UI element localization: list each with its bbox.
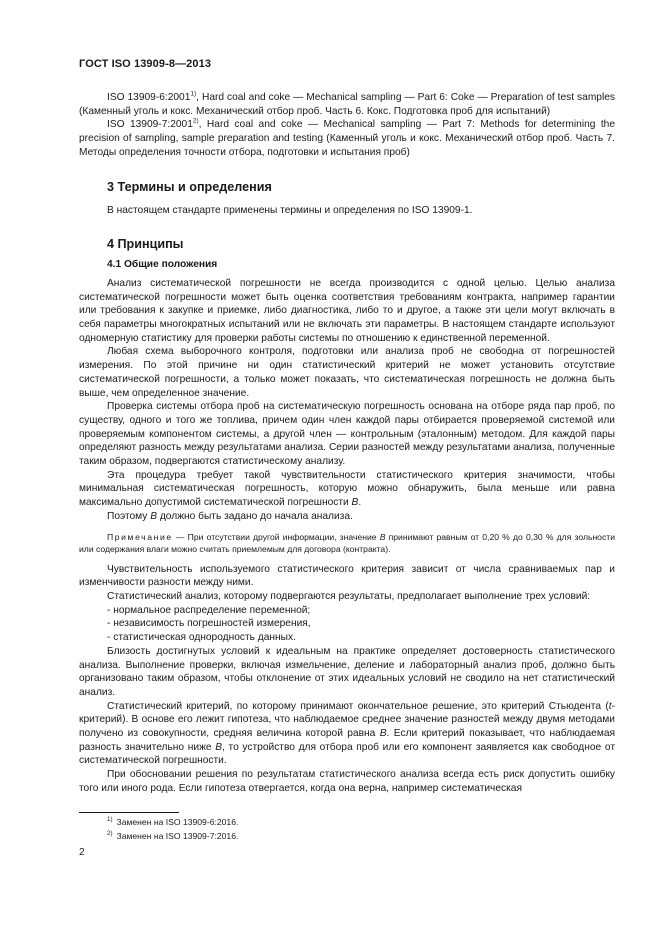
paragraph-purpose: Анализ систематической погрешности не всегда производится с одной целью. Целью анализа систематической погрешности может быть оценка соответствия требованиям контракта, например гарантии или требования к закупке и приемке, либо диагностика, либо то и другое, а также эти цели могут включать в себя параметры многократных испытаний или не включать эти параметры. В настоящем стандарте используют одномерную статистику для проверки работы системы по отношению к единственной переменной. bbox=[79, 277, 615, 344]
footnote-divider bbox=[79, 812, 179, 813]
variable-b: B bbox=[351, 497, 359, 509]
variable-b: B bbox=[150, 510, 158, 522]
variable-b: B bbox=[379, 728, 387, 740]
standard-code-header: ГОСТ ISO 13909-8—2013 bbox=[79, 58, 212, 70]
page-number: 2 bbox=[79, 847, 85, 858]
footnote-text: Заменен на ISO 13909-7:2016. bbox=[116, 831, 239, 841]
footnote-2 bbox=[107, 829, 238, 843]
footnote-ref-1[interactable]: 1) bbox=[190, 90, 197, 98]
paragraph-conditions-intro: Статистический анализ, которому подвергаются результаты, предполагает выполнение трех условий: bbox=[107, 590, 591, 602]
variable-b: B bbox=[379, 531, 386, 542]
footnote-1 bbox=[107, 815, 238, 829]
conditions-list bbox=[79, 604, 615, 645]
variable-b: B bbox=[215, 741, 223, 753]
list-item: - статистическая однородность данных. bbox=[107, 632, 296, 644]
reference-code: ISO 13909-7:2001 bbox=[107, 119, 193, 131]
paragraph-paired-sampling: Проверка системы отбора проб на систематическую погрешность основана на отборе ряда пар проб, по существу, одного и того же топлива, причем один член каждой пары отбирается проверяемой системой или проверяемым компонентом системы, а другой член — контрольным (эталонным) методом. Для каждой пары определяют разность между результатами анализа. Серии разностей между результатами анализа, полученные таким образом, подвергаются статистическому анализу. bbox=[79, 401, 615, 468]
reference-iso-13909-7 bbox=[79, 118, 615, 159]
paragraph-reliability: Близость достигнутых условий к идеальным на практике определяет достоверность статистического анализа. Выполнение проверки, включая измельчение, деление и лабораторный анализ проб, должно быть организовано таким образом, чтобы отклонение от этих идеальных условий не сводило на нет статистический анализ. bbox=[79, 645, 615, 698]
section-4-heading: 4 Принципы bbox=[107, 237, 184, 252]
reference-iso-13909-6 bbox=[79, 91, 615, 118]
reference-title: , Hard coal and coke — Mechanical sampling — Part 6: Coke — Preparation of test samples (Каменный уголь и кокс. Механический отбор проб. Часть 6. Кокс. Подготовка проб для испытаний) bbox=[79, 92, 615, 117]
list-item: - нормальное распределение переменной; bbox=[107, 604, 311, 616]
footnote-ref-2[interactable]: 2) bbox=[192, 118, 199, 126]
footnotes bbox=[107, 815, 238, 843]
footnote-text: Заменен на ISO 13909-6:2016. bbox=[116, 817, 239, 827]
variable-t: t bbox=[608, 700, 612, 712]
footnote-mark: 1) bbox=[107, 816, 113, 824]
note: Примечание — При отсутствии другой информации, значение B принимают равным от 0,20 % до 0,30 % для зольности или содержания влаги можно считать приемлемым для договора (контракта). bbox=[79, 531, 615, 555]
list-item: - независимость погрешностей измерения, bbox=[107, 618, 311, 630]
paragraph-b-defined: Поэтому B должно быть задано до начала анализа. bbox=[107, 510, 353, 522]
paragraph-student-test: Статистический критерий, по которому принимают окончательное решение, это критерий Стьюдента (t-критерий). В основе его лежит гипотеза, что наблюдаемое среднее значение разностей между двумя методами получено из совокупности, средняя величина которой равна B. Если критерий показывает, что наблюдаемая разность значительно ниже B, то устройство для отбора проб или его компонент заявляется как свободное от систематической погрешности. bbox=[79, 700, 616, 767]
section-3-heading: 3 Термины и определения bbox=[107, 179, 272, 194]
footnote-mark: 2) bbox=[107, 830, 113, 838]
paragraph-sensitivity: Эта процедура требует такой чувствительности статистического критерия значимости, чтобы минимальная систематическая погрешность, которую можно обнаружить, была меньше или равна максимально допустимой систематической погрешности B. bbox=[79, 469, 615, 509]
reference-code: ISO 13909-6:2001 bbox=[107, 92, 191, 103]
paragraph-criterion-sensitivity: Чувствительность используемого статистического критерия зависит от числа сравниваемых пар и изменчивости разности между ними. bbox=[79, 563, 615, 589]
subsection-4-1-heading: 4.1 Общие положения bbox=[107, 259, 218, 271]
paragraph-decision-risk: При обосновании решения по результатам статистического анализа всегда есть риск допустить ошибку того или иного рода. Если гипотеза отвергается, когда она верна, например систематическая bbox=[79, 769, 615, 794]
section-3-text: В настоящем стандарте применены термины и определения по ISO 13909-1. bbox=[107, 204, 473, 216]
page-content bbox=[79, 91, 615, 796]
note-label: Примечание bbox=[107, 531, 173, 542]
reference-title: , Hard coal and coke — Mechanical sampling — Part 7: Methods for determining the precision of sampling, sample preparation and testing (Каменный уголь и кокс. Механический отбор проб. Часть 7. Методы определения точности отбора, подготовки и испытания проб) bbox=[79, 119, 616, 158]
paragraph-measurement-errors: Любая схема выборочного контроля, подготовки или анализа проб не свободна от погрешностей измерения. По этой причине ни один статистический критерий не может установить отсутствие систематической погрешности, а только может показать, что систематическая погрешность не должна быть выше, чем определенное значение. bbox=[79, 346, 615, 399]
